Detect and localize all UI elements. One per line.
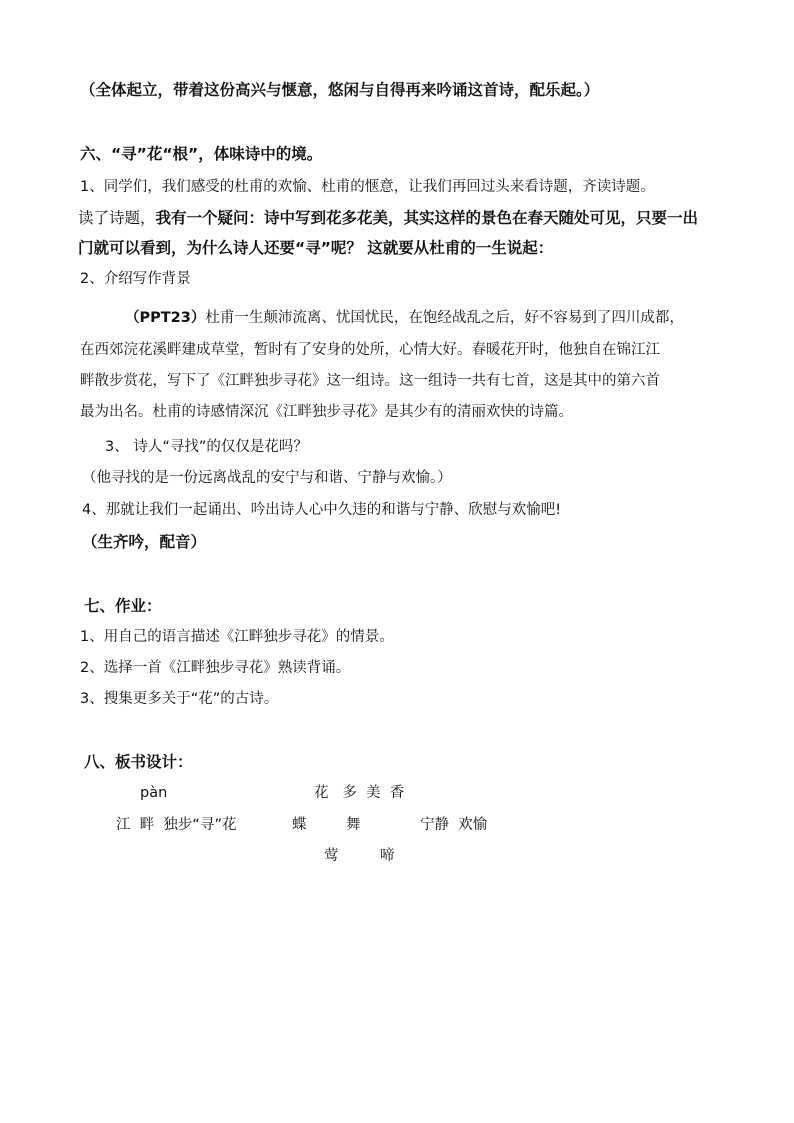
section-6-item-4: 4、那就让我们一起诵出、吟出诗人心中久违的和谐与宁静、欣慰与欢愉吧! — [82, 502, 562, 518]
question-bold: 我有一个疑问：诗中写到花多花美，其实这样的景色在春天随处可见，只要一出 — [155, 209, 699, 227]
background-text-1: 杜甫一生颠沛流离、忧国忧民，在饱经战乱之后，好不容易到了四川成都， — [205, 310, 684, 326]
homework-item-2: 2、选择一首《江畔独步寻花》熟读背诵。 — [80, 660, 351, 676]
background-line-1 — [125, 308, 684, 328]
background-line-2: 在西郊浣花溪畔建成草堂，暂时有了安身的处所，心情大好。春暖花开时，他独自在锦江江 — [80, 342, 660, 358]
ppt-label: （PPT23） — [125, 310, 206, 326]
question-lead: 读了诗题， — [78, 209, 156, 227]
board-row-1-right: 花 多 美 香 — [314, 785, 405, 801]
section-6-question-line-2: 门就可以看到，为什么诗人还要“寻”呢？ 这就要从杜甫的一生说起： — [78, 239, 554, 257]
section-8-title: 八、板书设计： — [84, 753, 193, 771]
board-pinyin: pàn — [140, 785, 168, 801]
board-oriole: 莺 — [324, 848, 339, 864]
section-6-title: 六、“寻”花“根”，体味诗中的境。 — [80, 145, 323, 163]
board-row-2-right: 宁静 欢愉 — [420, 817, 488, 833]
section-6-question-line-1 — [78, 208, 698, 228]
background-line-3: 畔散步赏花，写下了《江畔独步寻花》这一组诗。这一组诗一共有七首，这是其中的第六首 — [80, 373, 660, 389]
section-6-item-3: 3、 诗人“寻找”的仅仅是花吗？ — [105, 439, 308, 455]
section-6-item-4-note: （生齐吟，配音） — [82, 533, 207, 551]
section-6-item-2: 2、介绍写作背景 — [80, 271, 191, 287]
section-7-title: 七、作业： — [84, 597, 162, 615]
intro-line: （全体起立，带着这份高兴与惬意，悠闲与自得再来吟诵这首诗，配乐起。） — [80, 81, 600, 99]
section-6-item-1: 1、同学们，我们感受的杜甫的欢愉、杜甫的惬意，让我们再回过头来看诗题，齐读诗题。 — [80, 179, 655, 195]
section-6-item-3-answer: （他寻找的是一份远离战乱的安宁与和谐、宁静与欢愉。） — [82, 470, 452, 486]
board-row-2-left: 江 畔 独步“寻”花 — [116, 817, 237, 833]
board-dance: 舞 — [346, 817, 361, 833]
board-butterfly: 蝶 — [292, 817, 307, 833]
homework-item-1: 1、用自己的语言描述《江畔独步寻花》的情景。 — [80, 629, 394, 645]
background-line-4: 最为出名。杜甫的诗感情深沉《江畔独步寻花》是其少有的清丽欢快的诗篇。 — [80, 404, 573, 420]
homework-item-3: 3、搜集更多关于“花”的古诗。 — [80, 691, 279, 707]
board-sing: 啼 — [380, 848, 395, 864]
